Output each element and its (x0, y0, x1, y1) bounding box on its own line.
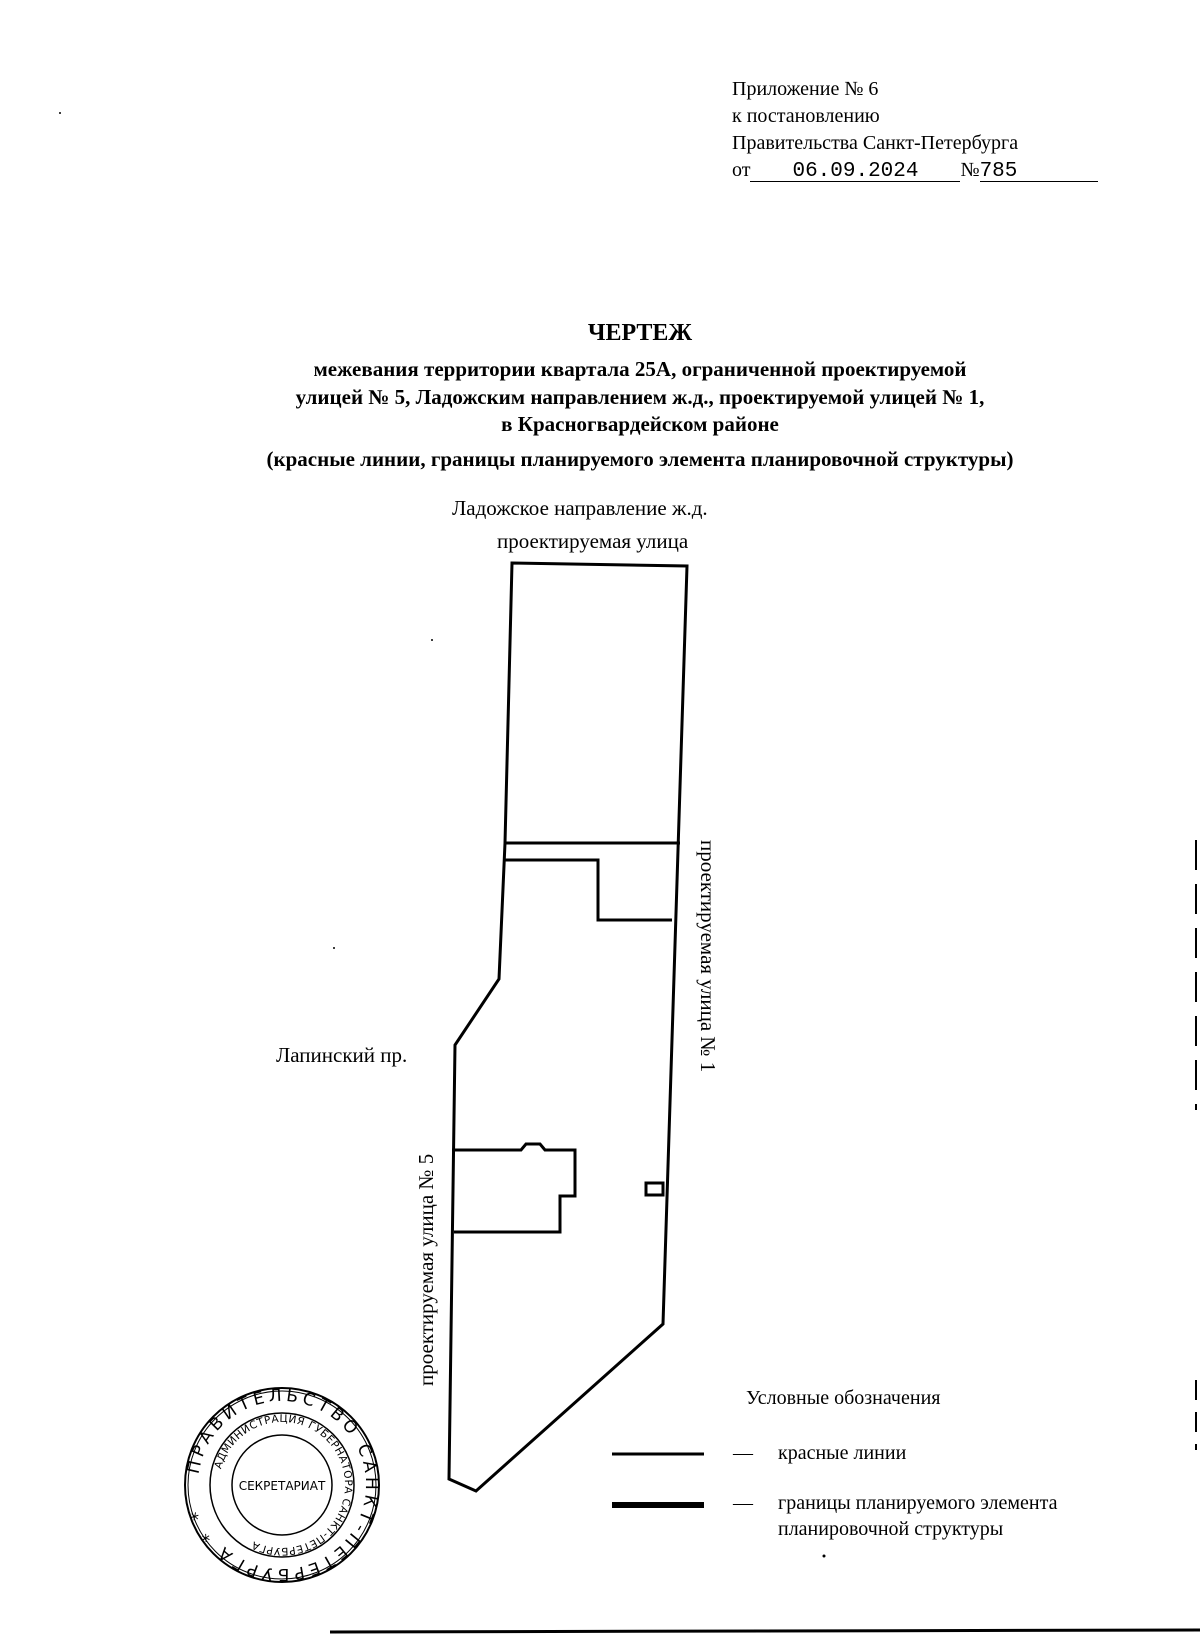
number-prefix: № (960, 159, 980, 181)
title-subtitle: (красные линии, границы планируемого элемента планировочной структуры) (266, 447, 1014, 471)
legend-label-boundary-1: границы планируемого элемента (778, 1492, 1058, 1514)
title-line-1: межевания территории квартала 25А, ограниченной проектируемой (313, 357, 967, 381)
legend-label-boundary-2: планировочной структуры (778, 1518, 1004, 1540)
legend-label-red-lines: красные линии (778, 1442, 907, 1464)
date-value: 06.09.2024 (792, 160, 919, 183)
secretariat-stamp (182, 1385, 382, 1585)
title-line-3: в Красногвардейском районе (501, 412, 779, 436)
label-street-5: проектируемая улица № 5 (414, 1153, 438, 1386)
speck (333, 947, 335, 949)
internal-line (505, 860, 672, 920)
appendix-government: Правительства Санкт-Петербурга (732, 132, 1019, 154)
speck (431, 639, 433, 641)
label-street-1: проектируемая улица № 1 (696, 840, 720, 1073)
legend-title: Условные обозначения (746, 1387, 941, 1409)
appendix-resolution: к постановлению (732, 105, 880, 127)
label-top-street: проектируемая улица (497, 529, 689, 553)
title-line-2: улицей № 5, Ладожским направлением ж.д., проектируемой улицей № 1, (295, 385, 985, 409)
svg-text:АДМИНИСТРАЦИЯ ГУБЕРНАТОРА САНК: АДМИНИСТРАЦИЯ ГУБЕРНАТОРА САНКТ-ПЕТЕРБУРГА (212, 1412, 355, 1558)
speck (823, 1555, 826, 1558)
number-value: 785 (979, 160, 1018, 183)
svg-text:СЕКРЕТАРИАТ: СЕКРЕТАРИАТ (238, 1479, 326, 1493)
block-boundary (449, 563, 687, 1491)
page-bottom-edge (330, 1630, 1200, 1632)
legend-dash-2: — (733, 1492, 753, 1514)
label-lapinsky-prospect: Лапинский пр. (276, 1043, 408, 1067)
internal-line (452, 1144, 575, 1232)
small-parcel (646, 1183, 663, 1195)
legend-dash-1: — (733, 1442, 753, 1464)
svg-text:ПРАВИТЕЛЬСТВО САНКТ-ПЕТЕРБУРГА: ПРАВИТЕЛЬСТВО САНКТ-ПЕТЕРБУРГА * * (183, 1385, 382, 1585)
date-prefix: от (732, 159, 751, 181)
appendix-number: Приложение № 6 (732, 78, 879, 100)
document-title: ЧЕРТЕЖ (587, 320, 693, 346)
label-railway: Ладожское направление ж.д. (452, 496, 708, 520)
speck (59, 112, 61, 114)
